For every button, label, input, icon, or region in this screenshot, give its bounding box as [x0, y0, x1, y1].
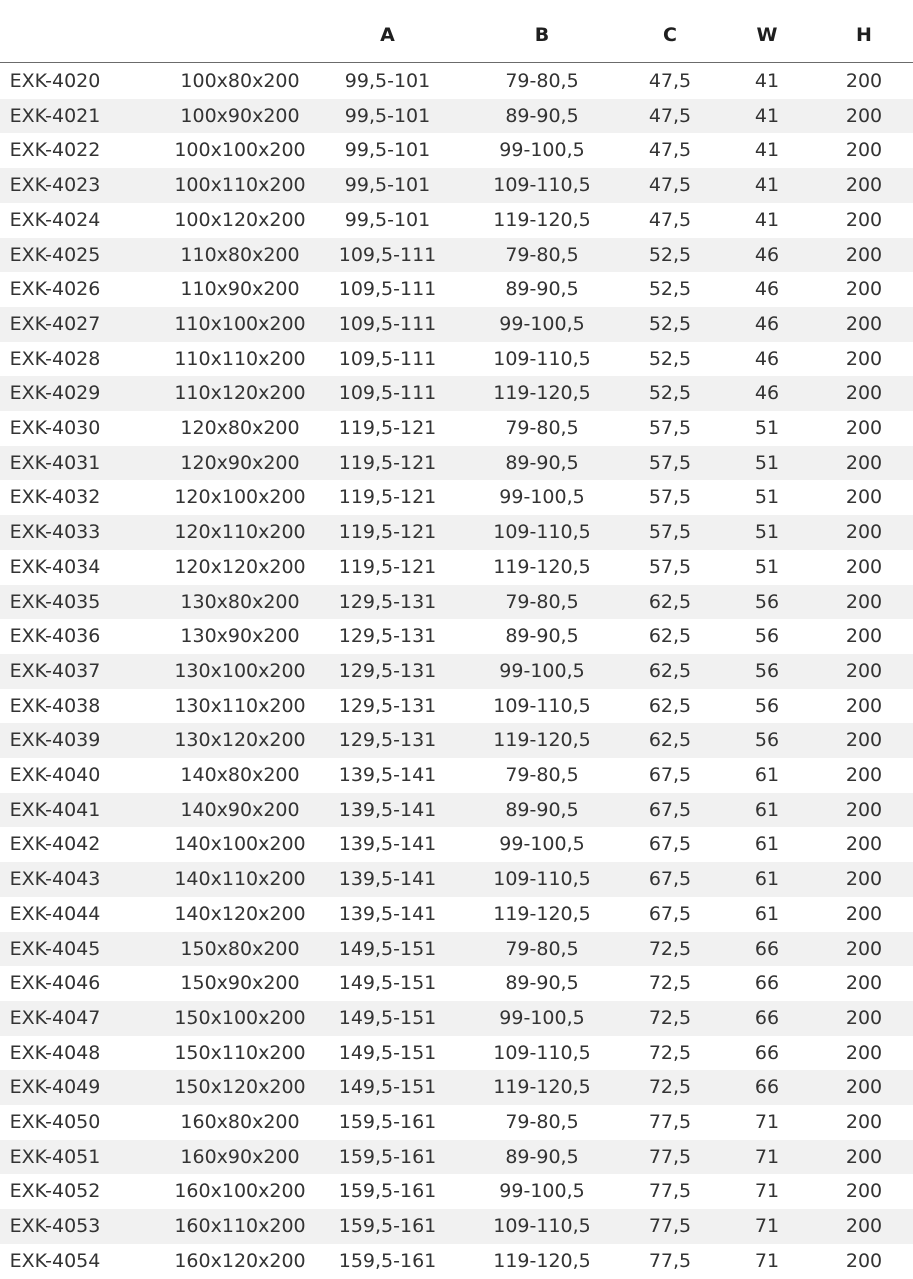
cell-code: EXK-4052: [9, 1180, 101, 1203]
cell-c: 72,5: [648, 937, 692, 960]
cell-c: 77,5: [648, 1215, 692, 1238]
cell-b: 79-80,5: [505, 417, 579, 439]
cell-c: 77,5: [648, 1249, 692, 1272]
cell-c: 72,5: [648, 1006, 692, 1029]
cell-w: 56: [754, 590, 780, 613]
header-col-a: A: [380, 24, 395, 46]
cell-h: 200: [845, 798, 883, 821]
cell-w: 66: [754, 937, 780, 960]
cell-size: 130x100x200: [174, 659, 306, 682]
cell-w: 46: [754, 278, 780, 301]
cell-w: 61: [754, 902, 780, 925]
cell-size: 120x120x200: [174, 555, 306, 578]
cell-code: EXK-4027: [9, 312, 101, 335]
cell-w: 51: [754, 451, 780, 474]
cell-h: 200: [845, 1041, 883, 1064]
cell-w: 56: [754, 694, 780, 717]
cell-a: 159,5-161: [338, 1249, 437, 1272]
cell-w: 56: [754, 659, 780, 682]
cell-code: EXK-4039: [9, 729, 101, 752]
cell-size: 110x100x200: [174, 312, 306, 335]
table-row: [0, 99, 913, 134]
cell-size: 140x100x200: [174, 833, 306, 856]
table-row: [0, 238, 913, 273]
cell-code: EXK-4046: [9, 972, 101, 995]
header-col-b: B: [534, 24, 550, 46]
cell-a: 159,5-161: [338, 1111, 437, 1133]
cell-b: 89-90,5: [505, 278, 579, 301]
table-row: [0, 1174, 913, 1209]
cell-code: EXK-4021: [9, 104, 101, 127]
table-row: [0, 515, 913, 550]
cell-size: 140x110x200: [174, 868, 306, 891]
table-row: [0, 1070, 913, 1105]
cell-size: 100x80x200: [180, 70, 300, 92]
cell-size: 160x100x200: [174, 1180, 306, 1203]
cell-c: 62,5: [648, 694, 692, 717]
cell-code: EXK-4050: [9, 1111, 101, 1133]
cell-b: 89-90,5: [505, 625, 579, 648]
cell-a: 119,5-121: [338, 521, 437, 544]
cell-w: 61: [754, 798, 780, 821]
cell-w: 66: [754, 1076, 780, 1099]
cell-b: 99-100,5: [499, 659, 585, 682]
cell-w: 66: [754, 972, 780, 995]
cell-w: 41: [754, 70, 780, 92]
cell-code: EXK-4042: [9, 833, 101, 856]
cell-size: 110x80x200: [180, 243, 300, 266]
table-row: [0, 1209, 913, 1244]
table-row: [0, 723, 913, 758]
cell-a: 109,5-111: [338, 382, 437, 405]
cell-c: 52,5: [648, 312, 692, 335]
cell-c: 77,5: [648, 1111, 692, 1133]
cell-size: 140x90x200: [180, 798, 300, 821]
cell-w: 66: [754, 1041, 780, 1064]
cell-h: 200: [845, 521, 883, 544]
cell-w: 41: [754, 174, 780, 197]
cell-w: 41: [754, 104, 780, 127]
cell-c: 57,5: [648, 555, 692, 578]
cell-code: EXK-4029: [9, 382, 101, 405]
cell-h: 200: [845, 347, 883, 370]
cell-size: 100x110x200: [174, 174, 306, 197]
cell-a: 159,5-161: [338, 1215, 437, 1238]
cell-h: 200: [845, 972, 883, 995]
cell-a: 159,5-161: [338, 1145, 437, 1168]
cell-h: 200: [845, 625, 883, 648]
cell-c: 67,5: [648, 798, 692, 821]
cell-a: 129,5-131: [338, 659, 437, 682]
cell-size: 150x100x200: [174, 1006, 306, 1029]
cell-h: 200: [845, 1145, 883, 1168]
table-row: [0, 932, 913, 967]
cell-w: 71: [754, 1111, 780, 1133]
cell-code: EXK-4033: [9, 521, 101, 544]
cell-h: 200: [845, 1006, 883, 1029]
cell-w: 56: [754, 625, 780, 648]
cell-w: 46: [754, 312, 780, 335]
cell-code: EXK-4045: [9, 937, 101, 960]
cell-w: 51: [754, 555, 780, 578]
cell-size: 110x90x200: [180, 278, 300, 301]
cell-size: 120x110x200: [174, 521, 306, 544]
cell-b: 119-120,5: [493, 1076, 591, 1099]
cell-c: 47,5: [648, 104, 692, 127]
table-row: [0, 307, 913, 342]
cell-size: 130x90x200: [180, 625, 300, 648]
cell-size: 150x120x200: [174, 1076, 306, 1099]
cell-size: 160x80x200: [180, 1111, 300, 1133]
cell-code: EXK-4025: [9, 243, 101, 266]
cell-c: 62,5: [648, 659, 692, 682]
cell-c: 57,5: [648, 486, 692, 509]
cell-a: 149,5-151: [338, 937, 437, 960]
cell-a: 109,5-111: [338, 312, 437, 335]
cell-code: EXK-4054: [9, 1249, 101, 1272]
cell-h: 200: [845, 937, 883, 960]
cell-a: 139,5-141: [338, 902, 437, 925]
table-row: [0, 1244, 913, 1279]
table-row: [0, 654, 913, 689]
cell-size: 100x100x200: [174, 139, 306, 162]
cell-c: 67,5: [648, 868, 692, 891]
cell-code: EXK-4041: [9, 798, 101, 821]
cell-size: 130x80x200: [180, 590, 300, 613]
cell-h: 200: [845, 902, 883, 925]
cell-h: 200: [845, 208, 883, 231]
table-row: [0, 133, 913, 168]
cell-h: 200: [845, 382, 883, 405]
cell-code: EXK-4020: [9, 70, 101, 92]
cell-b: 109-110,5: [493, 347, 591, 370]
table-row: [0, 480, 913, 515]
header-col-c: C: [663, 24, 677, 46]
cell-h: 200: [845, 833, 883, 856]
cell-a: 119,5-121: [338, 417, 437, 439]
table-row: [0, 1140, 913, 1175]
cell-h: 200: [845, 694, 883, 717]
cell-code: EXK-4038: [9, 694, 101, 717]
cell-c: 47,5: [648, 139, 692, 162]
cell-size: 140x80x200: [180, 764, 300, 786]
table-row: [0, 411, 913, 446]
cell-h: 200: [845, 312, 883, 335]
cell-h: 200: [845, 174, 883, 197]
cell-code: EXK-4047: [9, 1006, 101, 1029]
cell-a: 139,5-141: [338, 764, 437, 786]
cell-b: 79-80,5: [505, 1111, 579, 1133]
cell-b: 89-90,5: [505, 972, 579, 995]
cell-a: 129,5-131: [338, 729, 437, 752]
cell-b: 109-110,5: [493, 1215, 591, 1238]
cell-code: EXK-4022: [9, 139, 101, 162]
cell-b: 99-100,5: [499, 1006, 585, 1029]
cell-w: 51: [754, 486, 780, 509]
cell-c: 52,5: [648, 382, 692, 405]
cell-c: 52,5: [648, 347, 692, 370]
cell-c: 77,5: [648, 1145, 692, 1168]
cell-code: EXK-4028: [9, 347, 101, 370]
cell-c: 57,5: [648, 521, 692, 544]
cell-code: EXK-4032: [9, 486, 101, 509]
cell-a: 129,5-131: [338, 625, 437, 648]
table-row: [0, 758, 913, 793]
cell-c: 62,5: [648, 729, 692, 752]
cell-a: 139,5-141: [338, 868, 437, 891]
cell-h: 200: [845, 139, 883, 162]
cell-a: 149,5-151: [338, 1076, 437, 1099]
cell-b: 99-100,5: [499, 139, 585, 162]
cell-size: 160x90x200: [180, 1145, 300, 1168]
cell-c: 67,5: [648, 833, 692, 856]
cell-w: 41: [754, 139, 780, 162]
cell-b: 109-110,5: [493, 868, 591, 891]
cell-size: 150x80x200: [180, 937, 300, 960]
cell-w: 51: [754, 417, 780, 439]
cell-h: 200: [845, 278, 883, 301]
table-row: [0, 966, 913, 1001]
cell-code: EXK-4023: [9, 174, 101, 197]
table-row: [0, 1105, 913, 1140]
cell-h: 200: [845, 243, 883, 266]
cell-c: 52,5: [648, 243, 692, 266]
cell-w: 61: [754, 868, 780, 891]
table-row: [0, 689, 913, 724]
cell-code: EXK-4034: [9, 555, 101, 578]
cell-b: 119-120,5: [493, 555, 591, 578]
cell-a: 119,5-121: [338, 486, 437, 509]
cell-a: 99,5-101: [344, 208, 431, 231]
table-row: [0, 376, 913, 411]
cell-c: 67,5: [648, 764, 692, 786]
cell-a: 139,5-141: [338, 798, 437, 821]
cell-b: 119-120,5: [493, 729, 591, 752]
cell-code: EXK-4031: [9, 451, 101, 474]
cell-b: 109-110,5: [493, 174, 591, 197]
cell-c: 72,5: [648, 1076, 692, 1099]
cell-b: 79-80,5: [505, 937, 579, 960]
cell-w: 46: [754, 347, 780, 370]
cell-a: 119,5-121: [338, 451, 437, 474]
cell-b: 89-90,5: [505, 451, 579, 474]
cell-code: EXK-4053: [9, 1215, 101, 1238]
cell-b: 89-90,5: [505, 1145, 579, 1168]
cell-a: 139,5-141: [338, 833, 437, 856]
cell-w: 56: [754, 729, 780, 752]
cell-b: 119-120,5: [493, 382, 591, 405]
cell-code: EXK-4044: [9, 902, 101, 925]
cell-a: 149,5-151: [338, 1041, 437, 1064]
cell-a: 149,5-151: [338, 1006, 437, 1029]
cell-size: 130x120x200: [174, 729, 306, 752]
cell-a: 109,5-111: [338, 278, 437, 301]
cell-a: 129,5-131: [338, 694, 437, 717]
cell-code: EXK-4037: [9, 659, 101, 682]
cell-h: 200: [845, 729, 883, 752]
cell-size: 160x120x200: [174, 1249, 306, 1272]
cell-c: 62,5: [648, 590, 692, 613]
cell-h: 200: [845, 764, 883, 786]
table-row: [0, 619, 913, 654]
cell-size: 120x90x200: [180, 451, 300, 474]
cell-h: 200: [845, 590, 883, 613]
cell-a: 109,5-111: [338, 347, 437, 370]
cell-w: 71: [754, 1249, 780, 1272]
cell-a: 119,5-121: [338, 555, 437, 578]
cell-h: 200: [845, 659, 883, 682]
cell-h: 200: [845, 1076, 883, 1099]
cell-a: 149,5-151: [338, 972, 437, 995]
cell-b: 99-100,5: [499, 486, 585, 509]
cell-code: EXK-4040: [9, 764, 101, 786]
table-header: [0, 0, 913, 63]
cell-b: 99-100,5: [499, 312, 585, 335]
cell-size: 150x90x200: [180, 972, 300, 995]
cell-code: EXK-4024: [9, 208, 101, 231]
table-row: [0, 203, 913, 238]
table-row: [0, 1036, 913, 1071]
cell-h: 200: [845, 1111, 883, 1133]
cell-size: 130x110x200: [174, 694, 306, 717]
cell-b: 99-100,5: [499, 833, 585, 856]
cell-h: 200: [845, 868, 883, 891]
cell-b: 89-90,5: [505, 104, 579, 127]
cell-b: 119-120,5: [493, 902, 591, 925]
cell-c: 72,5: [648, 1041, 692, 1064]
cell-h: 200: [845, 70, 883, 92]
table-row: [0, 827, 913, 862]
cell-size: 140x120x200: [174, 902, 306, 925]
cell-b: 99-100,5: [499, 1180, 585, 1203]
cell-w: 46: [754, 382, 780, 405]
cell-size: 150x110x200: [174, 1041, 306, 1064]
cell-b: 109-110,5: [493, 521, 591, 544]
cell-b: 79-80,5: [505, 764, 579, 786]
cell-code: EXK-4043: [9, 868, 101, 891]
cell-c: 72,5: [648, 972, 692, 995]
cell-size: 110x110x200: [174, 347, 306, 370]
cell-code: EXK-4030: [9, 417, 101, 439]
cell-w: 46: [754, 243, 780, 266]
cell-code: EXK-4035: [9, 590, 101, 613]
header-col-h: H: [856, 24, 872, 46]
cell-a: 99,5-101: [344, 174, 431, 197]
cell-w: 66: [754, 1006, 780, 1029]
table-row: [0, 897, 913, 932]
cell-code: EXK-4051: [9, 1145, 101, 1168]
table-row: [0, 862, 913, 897]
cell-h: 200: [845, 104, 883, 127]
cell-h: 200: [845, 555, 883, 578]
cell-size: 120x80x200: [180, 417, 300, 439]
cell-h: 200: [845, 486, 883, 509]
table-row: [0, 64, 913, 99]
cell-size: 120x100x200: [174, 486, 306, 509]
cell-w: 61: [754, 833, 780, 856]
cell-b: 119-120,5: [493, 208, 591, 231]
cell-c: 57,5: [648, 417, 692, 439]
cell-h: 200: [845, 451, 883, 474]
cell-size: 100x90x200: [180, 104, 300, 127]
table-row: [0, 168, 913, 203]
cell-code: EXK-4036: [9, 625, 101, 648]
cell-size: 160x110x200: [174, 1215, 306, 1238]
cell-w: 71: [754, 1215, 780, 1238]
cell-w: 41: [754, 208, 780, 231]
cell-b: 109-110,5: [493, 1041, 591, 1064]
cell-a: 129,5-131: [338, 590, 437, 613]
cell-c: 77,5: [648, 1180, 692, 1203]
cell-c: 47,5: [648, 174, 692, 197]
cell-size: 100x120x200: [174, 208, 306, 231]
cell-code: EXK-4026: [9, 278, 101, 301]
table-row: [0, 342, 913, 377]
table-row: [0, 585, 913, 620]
cell-a: 159,5-161: [338, 1180, 437, 1203]
cell-a: 99,5-101: [344, 139, 431, 162]
cell-c: 67,5: [648, 902, 692, 925]
cell-a: 109,5-111: [338, 243, 437, 266]
cell-h: 200: [845, 1180, 883, 1203]
cell-h: 200: [845, 1215, 883, 1238]
cell-c: 57,5: [648, 451, 692, 474]
header-col-w: W: [756, 24, 778, 46]
cell-a: 99,5-101: [344, 104, 431, 127]
cell-a: 99,5-101: [344, 70, 431, 92]
cell-w: 61: [754, 764, 780, 786]
cell-h: 200: [845, 417, 883, 439]
cell-code: EXK-4049: [9, 1076, 101, 1099]
cell-w: 71: [754, 1180, 780, 1203]
cell-b: 119-120,5: [493, 1249, 591, 1272]
cell-b: 79-80,5: [505, 70, 579, 92]
cell-b: 109-110,5: [493, 694, 591, 717]
cell-b: 89-90,5: [505, 798, 579, 821]
cell-c: 52,5: [648, 278, 692, 301]
table-row: [0, 550, 913, 585]
table-row: [0, 272, 913, 307]
cell-code: EXK-4048: [9, 1041, 101, 1064]
cell-b: 79-80,5: [505, 590, 579, 613]
table-row: [0, 446, 913, 481]
table-row: [0, 1001, 913, 1036]
cell-w: 51: [754, 521, 780, 544]
cell-c: 62,5: [648, 625, 692, 648]
cell-h: 200: [845, 1249, 883, 1272]
cell-c: 47,5: [648, 70, 692, 92]
cell-b: 79-80,5: [505, 243, 579, 266]
cell-size: 110x120x200: [174, 382, 306, 405]
table-row: [0, 793, 913, 828]
cell-w: 71: [754, 1145, 780, 1168]
cell-c: 47,5: [648, 208, 692, 231]
